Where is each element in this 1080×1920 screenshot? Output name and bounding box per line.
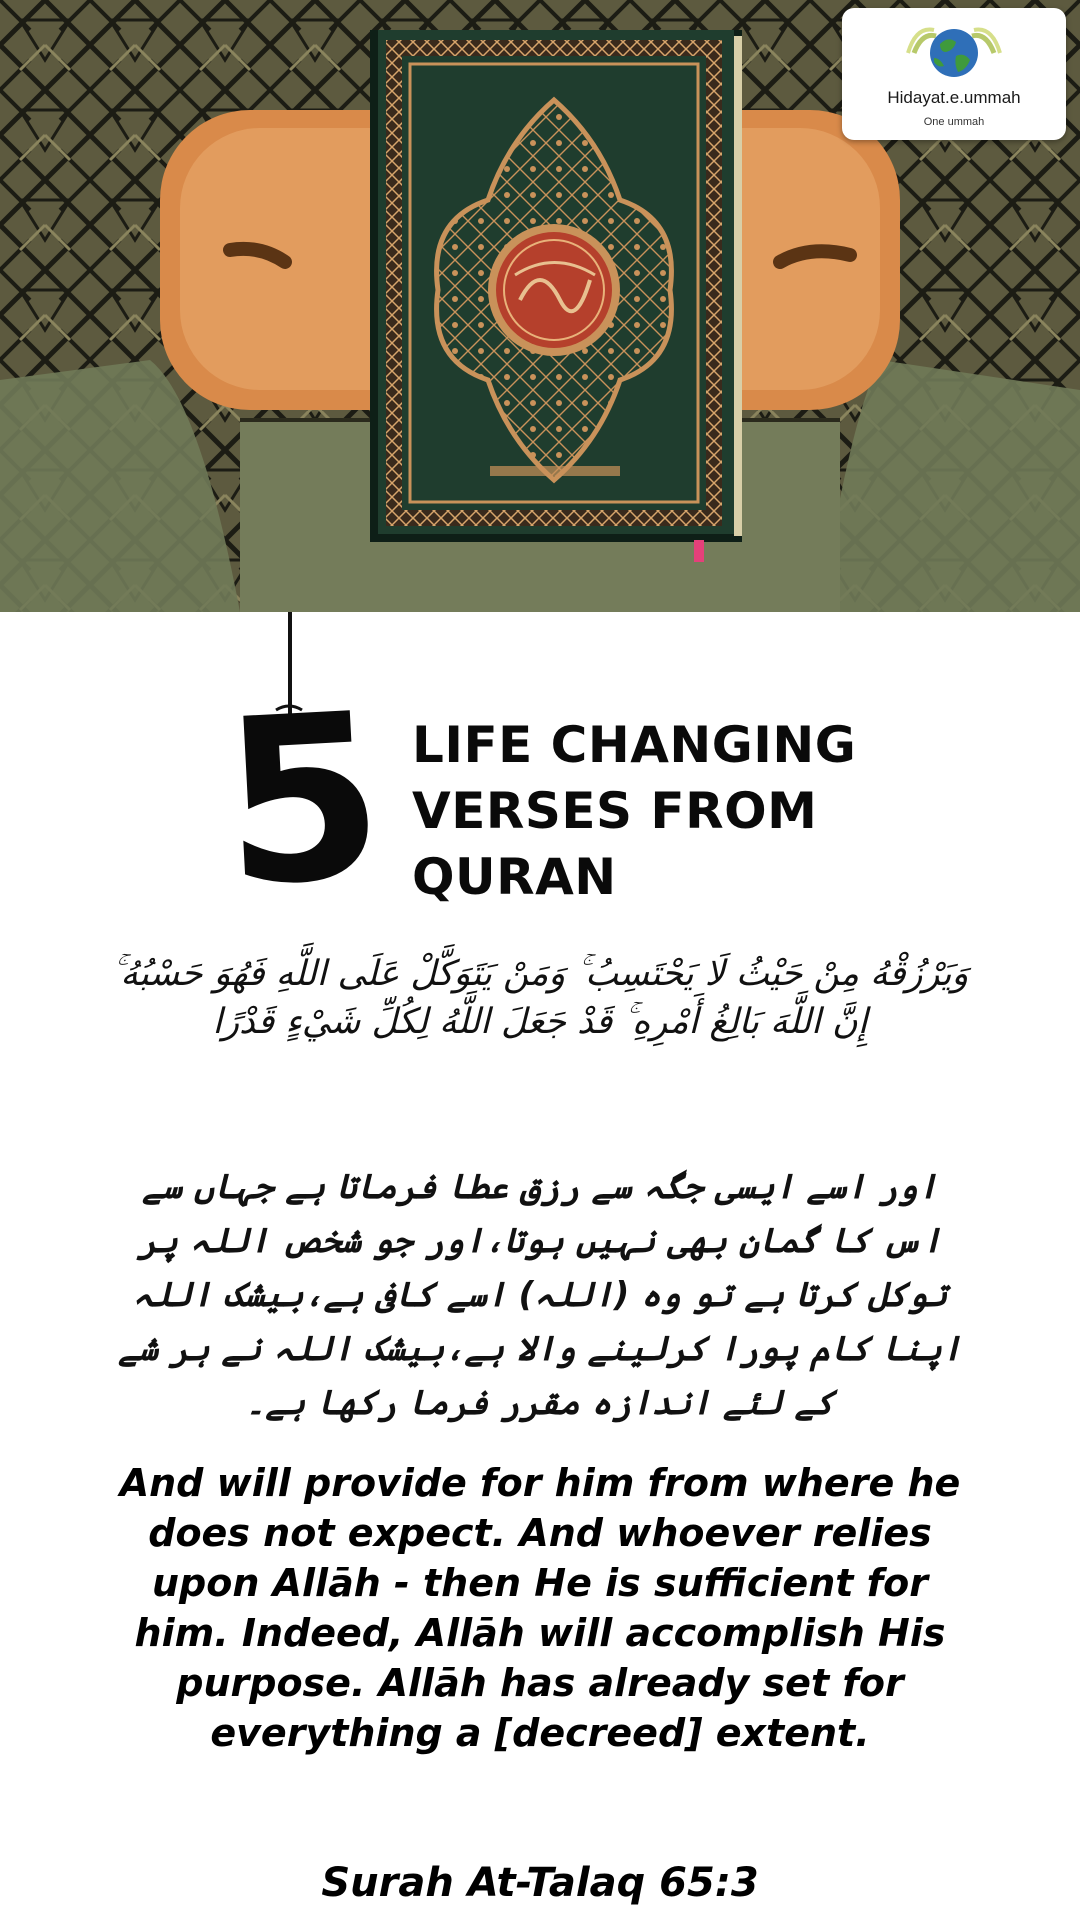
urdu-translation: اور اسے ایسی جگہ سے رزق عطا فرماتا ہے جہاں سے اس کا گمان بھی نہیں ہوتا،اور جو شخص اللہ پر توکل کرتا ہے تو وہ (اللہ) اسے کافی ہے،بیشک اللہ اپنا کام پورا کرلینے والا ہے،بیشک اللہ نے ہر شے کے لئے اندازہ مقرر فرما رکھا ہے۔ (118, 1167, 962, 1423)
brand-tagline: One ummah (923, 116, 985, 128)
title-line: VERSES FROM (412, 782, 818, 840)
english-translation: And will provide for him from where he does not expect. And whoever relies upon Allāh - then He is sufficient for him. Indeed, Allāh will accomplish His purpose. Allāh has already set for everything a [decreed] extent. (119, 1461, 961, 1755)
verse-count-number: 5 (216, 663, 390, 937)
arabic-verse: وَيَرْزُقْهُ مِنْ حَيْثُ لَا يَحْتَسِبُ ۚ وَمَنْ يَتَوَكَّلْ عَلَى اللَّهِ فَهُوَ حَسْبُهُ ۚ إِنَّ اللَّهَ بَالِغُ أَمْرِهِ ۚ قَدْ جَعَلَ اللَّهُ لِكُلِّ شَيْءٍ قَدْرًا (111, 954, 969, 1042)
globe-icon (904, 22, 1004, 84)
verse-reference: Surah At-Talaq 65:3 (321, 1860, 759, 1906)
brand-name: Hidayat.e.ummah (887, 88, 1021, 107)
brand-logo (842, 8, 1066, 140)
hero-photo (0, 0, 1080, 612)
page-title (412, 712, 872, 910)
title-line: LIFE CHANGING (412, 716, 857, 774)
title-line: QURAN (412, 848, 617, 906)
